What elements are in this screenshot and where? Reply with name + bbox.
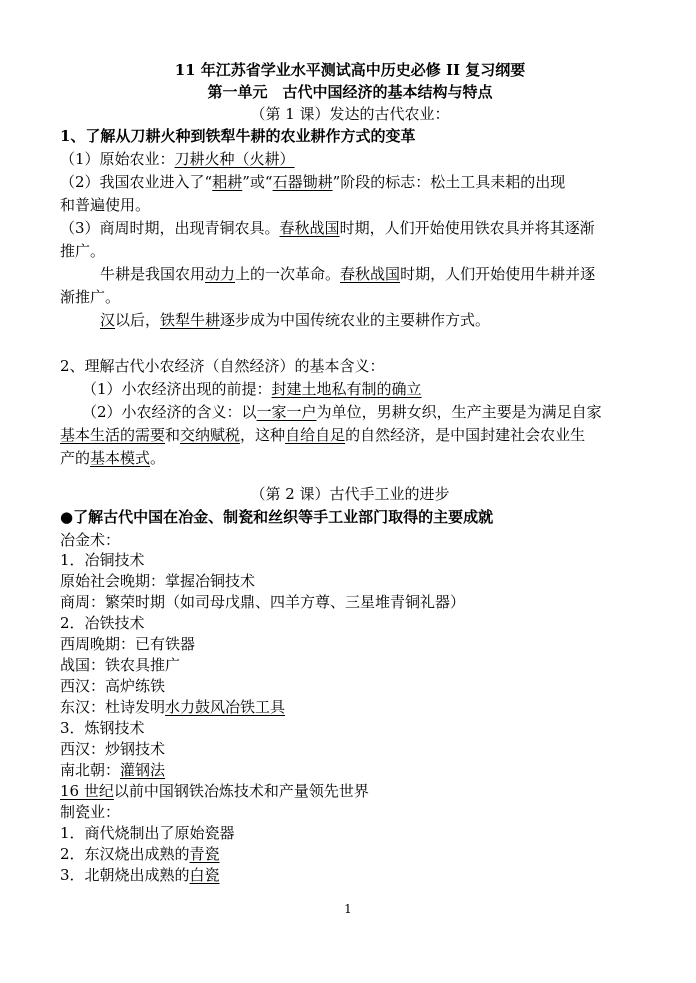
iron-4-a: 东汉：杜诗发明 [60, 698, 166, 716]
p4-underlined-2: 春秋战国 [340, 265, 401, 283]
q2-f: 产的 [60, 449, 91, 467]
steel-title [60, 718, 640, 738]
q2-c: 和 [165, 426, 181, 444]
title-text: 11 年江苏省学业水平测试高中历史必修 II 复习纲要 [174, 61, 526, 79]
lesson1-q2 [82, 402, 662, 422]
metallurgy-heading [60, 530, 640, 550]
lead-underlined: 16 世纪 [60, 782, 114, 800]
por-3-a: 3．北朝烧出成熟的 [60, 866, 190, 884]
por-3-underlined: 白瓷 [189, 866, 220, 884]
lesson1-p2 [60, 172, 640, 192]
copper-title [60, 550, 640, 570]
copper-item-1 [60, 571, 640, 591]
copper-2-text: 商周：繁荣时期（如司母戊鼎、四羊方尊、三星堆青铜礼器） [60, 593, 466, 611]
p2-underlined-1: 耜耕 [212, 173, 243, 191]
p5-underlined-2: 铁犁牛耕 [160, 311, 221, 329]
porcelain-item-2 [60, 844, 640, 864]
lesson1-q1 [82, 379, 662, 399]
p5-b: 逐步成为中国传统农业的主要耕作方式。 [220, 311, 491, 329]
p1-underlined: 刀耕火种（火耕） [174, 150, 295, 168]
iron-item-3 [60, 676, 640, 696]
lesson1-p5 [100, 310, 680, 330]
porcelain-text: 制瓷业： [60, 803, 121, 821]
unit-title-text: 第一单元 古代中国经济的基本结构与特点 [207, 83, 493, 101]
p4-line2: 渐推广。 [60, 288, 121, 306]
point1-title-text: 1、了解从刀耕火种到铁犁牛耕的农业耕作方式的变革 [60, 127, 416, 145]
iron-3-text: 西汉：高炉练铁 [60, 677, 166, 695]
iron-item-2 [60, 655, 640, 675]
steel-2-a: 南北朝： [60, 761, 121, 779]
q2-e: 的自然经济，是中国封建社会农业生 [345, 426, 586, 444]
por-2-a: 2．东汉烧出成熟的 [60, 845, 190, 863]
iron-4-underlined: 水力鼓风冶铁工具 [165, 698, 286, 716]
bullet-title-text: ●了解古代中国在冶金、制瓷和丝织等手工业部门取得的主要成就 [60, 508, 494, 526]
document-title [60, 60, 640, 80]
p3-underlined: 春秋战国 [279, 219, 340, 237]
p5-a: 以后， [115, 311, 161, 329]
q2-underlined-2: 基本生活的需要 [60, 426, 166, 444]
q2-b: 为单位，男耕女织，生产主要是为满足自家 [316, 403, 602, 421]
p4-c: 时期，人们开始使用牛耕并逐 [400, 265, 596, 283]
p2-a: （2）我国农业进入了“ [60, 173, 213, 191]
lesson1-q2-line2 [60, 425, 640, 445]
q2-underlined-4: 自给自足 [285, 426, 346, 444]
lesson1-point1-title [60, 126, 640, 146]
p4-b: 上的一次革命。 [235, 265, 341, 283]
q2-underlined-5: 基本模式 [90, 449, 151, 467]
lesson1-point2-title [60, 356, 640, 376]
p2-underlined-2: 石器锄耕 [272, 173, 333, 191]
p3-line2: 推广。 [60, 242, 106, 260]
steel-item-1 [60, 739, 640, 759]
p5-underlined-1: 汉 [100, 311, 116, 329]
unit-title [60, 82, 640, 102]
q1-underlined: 封建土地私有制的确立 [271, 380, 422, 398]
lesson1-q2-line3 [60, 448, 640, 468]
iron-title-text: 2．冶铁技术 [60, 614, 145, 632]
iron-item-1 [60, 634, 640, 654]
steel-1-text: 西汉：炒钢技术 [60, 740, 166, 758]
lesson1-p3-line2 [60, 241, 640, 261]
p2-b: ”或“ [242, 173, 273, 191]
p3-b: 时期，人们开始使用铁农具并将其逐渐 [339, 219, 595, 237]
p4-underlined-1: 动力 [205, 265, 236, 283]
point2-title-text: 2、理解古代小农经济（自然经济）的基本含义： [60, 357, 385, 375]
por-2-underlined: 青瓷 [189, 845, 220, 863]
q2-underlined-3: 交纳赋税 [180, 426, 241, 444]
copper-1-text: 原始社会晚期：掌握冶铜技术 [60, 572, 256, 590]
porcelain-heading [60, 802, 640, 822]
copper-title-text: 1．冶铜技术 [60, 551, 145, 569]
q2-d: ，这种 [240, 426, 286, 444]
lead-b: 以前中国钢铁冶炼技术和产量领先世界 [113, 782, 369, 800]
iron-title [60, 613, 640, 633]
lead-line [60, 781, 640, 801]
lesson1-p1 [60, 149, 640, 169]
p1-prefix: （1）原始农业： [60, 150, 175, 168]
lesson2-title [60, 484, 640, 504]
iron-1-text: 西周晚期：已有铁器 [60, 635, 196, 653]
metallurgy-text: 冶金术： [60, 531, 121, 549]
lesson1-p4-line2 [60, 287, 640, 307]
p2-line2: 和普遍使用。 [60, 196, 151, 214]
q2-g: 。 [150, 449, 166, 467]
steel-title-text: 3．炼钢技术 [60, 719, 145, 737]
lesson1-p2-line2 [60, 195, 640, 215]
porcelain-item-1 [60, 823, 640, 843]
page-number: 1 [344, 902, 352, 916]
copper-item-2 [60, 592, 640, 612]
lesson2-bullet-title [60, 507, 640, 527]
lesson1-p3 [60, 218, 640, 238]
q1-prefix: （1）小农经济出现的前提： [82, 380, 272, 398]
por-1-text: 1．商代烧制出了原始瓷器 [60, 824, 235, 842]
steel-2-underlined: 灌钢法 [120, 761, 166, 779]
iron-2-text: 战国：铁农具推广 [60, 656, 181, 674]
lesson1-title-text: （第 1 课）发达的古代农业： [250, 105, 450, 123]
iron-item-4 [60, 697, 640, 717]
porcelain-item-3 [60, 865, 640, 885]
lesson1-p4 [100, 264, 680, 284]
q2-a: （2）小农经济的含义：以 [82, 403, 257, 421]
q2-underlined-1: 一家一户 [256, 403, 317, 421]
steel-item-2 [60, 760, 640, 780]
p3-a: （3）商周时期，出现青铜农具。 [60, 219, 280, 237]
p2-c: ”阶段的标志：松土工具耒耜的出现 [332, 173, 566, 191]
lesson1-title [60, 104, 640, 124]
lesson2-title-text: （第 2 课）古代手工业的进步 [250, 485, 450, 503]
p4-a: 牛耕是我国农用 [100, 265, 206, 283]
